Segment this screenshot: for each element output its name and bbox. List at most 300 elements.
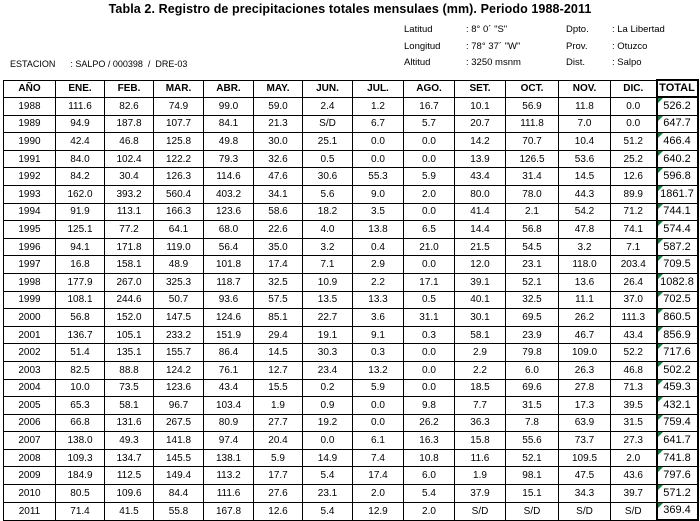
value-cell bbox=[611, 397, 657, 415]
cell-text: 7.0 bbox=[577, 118, 592, 130]
value-cell bbox=[105, 326, 154, 344]
cell-text: 571.2 bbox=[663, 486, 691, 499]
table-row bbox=[4, 502, 698, 520]
value-cell bbox=[105, 502, 154, 520]
cell-text: 39.7 bbox=[623, 487, 643, 499]
cell-text: 109.5 bbox=[571, 452, 598, 464]
cell-text: 26.2 bbox=[574, 311, 595, 323]
header-cell: SET. bbox=[455, 80, 506, 97]
value-cell bbox=[506, 397, 559, 415]
cell-text: 34.3 bbox=[574, 487, 595, 499]
cell-text: 203.4 bbox=[620, 259, 646, 271]
value-cell bbox=[455, 361, 506, 379]
value-cell bbox=[506, 185, 559, 203]
cell-text: 14.5 bbox=[268, 347, 288, 359]
cell-text: 3.5 bbox=[371, 206, 385, 218]
value-cell bbox=[404, 97, 455, 115]
cell-text: 26.3 bbox=[574, 364, 595, 376]
value-cell bbox=[611, 414, 657, 432]
value-cell bbox=[353, 273, 404, 291]
cell-text: 2006 bbox=[18, 417, 41, 429]
value-cell bbox=[353, 115, 404, 133]
cell-text: 7.8 bbox=[525, 417, 539, 429]
year-cell bbox=[4, 133, 56, 151]
total-cell bbox=[657, 168, 698, 186]
value-cell bbox=[154, 361, 204, 379]
value-cell bbox=[611, 185, 657, 203]
cell-text: 1996 bbox=[18, 241, 41, 253]
value-cell bbox=[105, 397, 154, 415]
cell-text: 56.9 bbox=[522, 100, 542, 112]
cell-text: 30.3 bbox=[317, 347, 338, 359]
cell-text: 30.1 bbox=[470, 311, 490, 323]
year-cell bbox=[4, 273, 56, 291]
cell-text: 37.0 bbox=[623, 294, 643, 306]
cell-text: 126.3 bbox=[165, 171, 192, 183]
value-cell bbox=[455, 502, 506, 520]
cell-text: 138.1 bbox=[215, 452, 242, 464]
cell-text: 111.8 bbox=[520, 118, 544, 130]
cell-text: 5.4 bbox=[320, 470, 335, 482]
value-cell bbox=[303, 432, 353, 450]
value-cell bbox=[455, 185, 506, 203]
table-title: Tabla 2. Registro de precipitaciones totales mensulaes (mm). Periodo 1988-2011 bbox=[108, 2, 592, 16]
cell-text: 184.9 bbox=[67, 470, 93, 482]
value-cell bbox=[506, 326, 559, 344]
value-cell bbox=[254, 432, 303, 450]
value-cell bbox=[204, 309, 254, 327]
value-cell bbox=[611, 273, 657, 291]
cell-text: 2010 bbox=[18, 487, 41, 499]
total-cell bbox=[657, 273, 698, 291]
value-cell bbox=[204, 115, 254, 133]
header-cell: NOV. bbox=[559, 80, 611, 97]
cell-text: 40.1 bbox=[470, 294, 490, 306]
value-cell bbox=[56, 397, 105, 415]
cell-text: 0.0 bbox=[371, 153, 385, 165]
year-cell bbox=[4, 150, 56, 168]
value-cell bbox=[559, 432, 611, 450]
value-cell bbox=[404, 344, 455, 362]
value-cell bbox=[455, 309, 506, 327]
cell-text: 112.5 bbox=[116, 470, 142, 482]
value-cell bbox=[611, 133, 657, 151]
value-cell bbox=[204, 133, 254, 151]
value-cell bbox=[105, 273, 154, 291]
value-cell bbox=[611, 432, 657, 450]
table-row bbox=[4, 256, 698, 274]
cell-text: 74.9 bbox=[168, 100, 189, 112]
cell-text: 12.7 bbox=[268, 364, 288, 376]
value-cell bbox=[56, 291, 105, 309]
value-cell bbox=[353, 432, 404, 450]
cell-text: 717.6 bbox=[663, 346, 691, 359]
cell-text: 135.1 bbox=[116, 347, 142, 359]
value-cell bbox=[154, 133, 204, 151]
total-cell bbox=[657, 361, 698, 379]
value-cell bbox=[559, 238, 611, 256]
total-cell bbox=[657, 502, 698, 520]
value-cell bbox=[254, 185, 303, 203]
cell-text: 709.5 bbox=[663, 258, 691, 271]
year-cell bbox=[4, 238, 56, 256]
cell-text: 860.5 bbox=[663, 310, 691, 323]
cell-text: 2.1 bbox=[525, 206, 539, 218]
cell-text: 158.1 bbox=[116, 259, 142, 271]
cell-text: 131.6 bbox=[116, 417, 142, 429]
cell-text: 797.6 bbox=[663, 469, 691, 482]
cell-text: 25.1 bbox=[317, 135, 338, 147]
cell-text: 166.3 bbox=[165, 206, 192, 218]
value-cell bbox=[506, 133, 559, 151]
cell-text: 27.7 bbox=[268, 417, 288, 429]
cell-text: 369.4 bbox=[663, 504, 691, 517]
value-cell bbox=[353, 449, 404, 467]
cell-text: 80.0 bbox=[470, 188, 490, 200]
cell-text: 17.7 bbox=[268, 470, 288, 482]
cell-text: S/D bbox=[319, 118, 336, 130]
cell-text: 27.3 bbox=[623, 435, 643, 447]
cell-text: 502.2 bbox=[663, 363, 691, 376]
header-cell: OCT. bbox=[506, 80, 559, 97]
value-cell bbox=[56, 502, 105, 520]
total-marker-icon bbox=[658, 221, 663, 226]
table-row bbox=[4, 150, 698, 168]
cell-text: 73.7 bbox=[574, 435, 595, 447]
cell-text: 71.4 bbox=[70, 505, 90, 517]
year-cell bbox=[4, 361, 56, 379]
total-cell bbox=[657, 238, 698, 256]
value-cell bbox=[154, 221, 204, 239]
value-cell bbox=[303, 326, 353, 344]
value-cell bbox=[56, 256, 105, 274]
value-cell bbox=[154, 115, 204, 133]
cell-text: 14.9 bbox=[317, 452, 338, 464]
cell-text: 111.6 bbox=[68, 100, 92, 112]
cell-text: 13.9 bbox=[470, 153, 490, 165]
cell-text: 31.5 bbox=[522, 399, 542, 411]
cell-text: 73.5 bbox=[119, 382, 139, 394]
cell-text: 596.8 bbox=[663, 170, 691, 183]
cell-text: 13.5 bbox=[317, 294, 338, 306]
cell-text: 1861.7 bbox=[660, 187, 694, 200]
value-cell bbox=[506, 432, 559, 450]
total-marker-icon bbox=[658, 362, 663, 367]
cell-text: 3.2 bbox=[577, 241, 592, 253]
table-row bbox=[4, 309, 698, 327]
cell-text: 35.0 bbox=[268, 241, 288, 253]
value-cell bbox=[506, 291, 559, 309]
cell-text: 2.9 bbox=[371, 259, 385, 271]
cell-text: 18.5 bbox=[470, 382, 490, 394]
cell-text: 21.3 bbox=[268, 118, 288, 130]
cell-text: 79.8 bbox=[522, 347, 542, 359]
cell-text: 15.5 bbox=[268, 382, 288, 394]
cell-text: 105.1 bbox=[116, 329, 142, 341]
cell-text: 14.2 bbox=[470, 135, 490, 147]
cell-text: 325.3 bbox=[165, 276, 192, 288]
value-cell bbox=[404, 133, 455, 151]
value-cell bbox=[56, 485, 105, 503]
value-cell bbox=[506, 309, 559, 327]
value-cell bbox=[353, 502, 404, 520]
value-cell bbox=[404, 326, 455, 344]
value-cell bbox=[154, 203, 204, 221]
cell-text: 10.8 bbox=[419, 452, 439, 464]
value-cell bbox=[506, 414, 559, 432]
value-cell bbox=[254, 291, 303, 309]
value-cell bbox=[254, 414, 303, 432]
cell-text: 759.4 bbox=[663, 416, 691, 429]
value-cell bbox=[204, 432, 254, 450]
value-cell bbox=[254, 115, 303, 133]
cell-text: 30.4 bbox=[119, 171, 139, 183]
value-cell bbox=[204, 485, 254, 503]
table-row bbox=[4, 203, 698, 221]
cell-text: 111.6 bbox=[216, 487, 241, 499]
value-cell bbox=[254, 221, 303, 239]
total-marker-icon bbox=[658, 485, 663, 490]
value-cell bbox=[611, 150, 657, 168]
header-cell: AÑO bbox=[4, 80, 56, 97]
cell-text: 69.6 bbox=[522, 382, 542, 394]
cell-text: 1994 bbox=[18, 206, 41, 218]
cell-text: 84.1 bbox=[218, 118, 239, 130]
cell-text: 12.9 bbox=[368, 505, 388, 517]
value-cell bbox=[506, 168, 559, 186]
cell-text: 86.4 bbox=[218, 347, 239, 359]
value-cell bbox=[56, 133, 105, 151]
cell-text: 9.0 bbox=[371, 188, 385, 200]
cell-text: 43.4 bbox=[470, 171, 490, 183]
cell-text: 5.6 bbox=[320, 188, 335, 200]
value-cell bbox=[254, 238, 303, 256]
total-cell bbox=[657, 485, 698, 503]
value-cell bbox=[56, 115, 105, 133]
total-cell bbox=[657, 133, 698, 151]
value-cell bbox=[56, 168, 105, 186]
cell-text: 43.4 bbox=[218, 382, 239, 394]
cell-text: 82.5 bbox=[70, 364, 90, 376]
cell-text: 69.5 bbox=[522, 311, 542, 323]
value-cell bbox=[303, 361, 353, 379]
header-total: TOTAL bbox=[657, 80, 698, 97]
table-row bbox=[4, 273, 698, 291]
value-cell bbox=[611, 168, 657, 186]
cell-text: 26.2 bbox=[419, 417, 439, 429]
year-cell bbox=[4, 485, 56, 503]
cell-text: 71.3 bbox=[623, 382, 643, 394]
value-cell bbox=[303, 309, 353, 327]
cell-text: 13.3 bbox=[368, 294, 388, 306]
cell-text: 124.6 bbox=[215, 311, 242, 323]
value-cell bbox=[303, 273, 353, 291]
cell-text: 48.9 bbox=[168, 259, 189, 271]
provincia-label: Prov. bbox=[566, 41, 588, 52]
cell-text: 56.8 bbox=[70, 311, 90, 323]
total-marker-icon bbox=[658, 415, 663, 420]
total-marker-icon bbox=[658, 151, 663, 156]
value-cell bbox=[105, 414, 154, 432]
total-cell bbox=[657, 221, 698, 239]
year-cell bbox=[4, 168, 56, 186]
cell-text: 89.9 bbox=[623, 188, 643, 200]
cell-text: 17.1 bbox=[419, 276, 439, 288]
value-cell bbox=[559, 185, 611, 203]
cell-text: 23.4 bbox=[317, 364, 338, 376]
total-marker-icon bbox=[658, 98, 663, 103]
latitud-label: Latitud bbox=[404, 24, 433, 35]
cell-text: 118.0 bbox=[572, 259, 597, 271]
value-cell bbox=[56, 203, 105, 221]
value-cell bbox=[404, 115, 455, 133]
value-cell bbox=[559, 379, 611, 397]
value-cell bbox=[254, 150, 303, 168]
value-cell bbox=[506, 203, 559, 221]
value-cell bbox=[455, 326, 506, 344]
cell-text: 84.4 bbox=[168, 487, 189, 499]
total-marker-icon bbox=[658, 116, 663, 121]
value-cell bbox=[455, 432, 506, 450]
cell-text: 2009 bbox=[18, 470, 41, 482]
value-cell bbox=[404, 256, 455, 274]
cell-text: 393.2 bbox=[116, 188, 142, 200]
cell-text: 2004 bbox=[18, 382, 41, 394]
total-cell bbox=[657, 185, 698, 203]
cell-text: 123.6 bbox=[215, 206, 242, 218]
cell-text: 23.9 bbox=[522, 329, 542, 341]
value-cell bbox=[303, 133, 353, 151]
cell-text: 78.0 bbox=[522, 188, 542, 200]
value-cell bbox=[303, 449, 353, 467]
value-cell bbox=[303, 97, 353, 115]
table-row bbox=[4, 449, 698, 467]
value-cell bbox=[56, 238, 105, 256]
table-row bbox=[4, 97, 698, 115]
cell-text: 134.7 bbox=[116, 452, 142, 464]
cell-text: 9.8 bbox=[422, 399, 436, 411]
value-cell bbox=[611, 115, 657, 133]
cell-text: 43.4 bbox=[623, 329, 643, 341]
value-cell bbox=[56, 344, 105, 362]
cell-text: 7.1 bbox=[626, 241, 641, 253]
cell-text: 560.4 bbox=[165, 188, 192, 200]
value-cell bbox=[559, 203, 611, 221]
value-cell bbox=[353, 291, 404, 309]
value-cell bbox=[506, 221, 559, 239]
value-cell bbox=[154, 414, 204, 432]
cell-text: 98.1 bbox=[522, 470, 542, 482]
cell-text: 52.2 bbox=[623, 347, 643, 359]
cell-text: 94.1 bbox=[70, 241, 90, 253]
cell-text: 54.2 bbox=[574, 206, 595, 218]
cell-text: 3.2 bbox=[320, 241, 335, 253]
value-cell bbox=[455, 485, 506, 503]
cell-text: 2.2 bbox=[371, 276, 385, 288]
value-cell bbox=[506, 485, 559, 503]
value-cell bbox=[105, 485, 154, 503]
value-cell bbox=[303, 291, 353, 309]
cell-text: 17.3 bbox=[574, 399, 595, 411]
table-row bbox=[4, 221, 698, 239]
cell-text: 46.8 bbox=[623, 364, 643, 376]
value-cell bbox=[56, 326, 105, 344]
value-cell bbox=[204, 185, 254, 203]
cell-text: 19.2 bbox=[317, 417, 338, 429]
cell-text: 6.1 bbox=[371, 435, 385, 447]
value-cell bbox=[559, 168, 611, 186]
value-cell bbox=[506, 256, 559, 274]
value-cell bbox=[303, 485, 353, 503]
value-cell bbox=[611, 238, 657, 256]
total-marker-icon bbox=[658, 204, 663, 209]
cell-text: 2.9 bbox=[473, 347, 487, 359]
value-cell bbox=[404, 238, 455, 256]
value-cell bbox=[204, 238, 254, 256]
cell-text: 2.0 bbox=[422, 505, 436, 517]
value-cell bbox=[204, 414, 254, 432]
value-cell bbox=[105, 432, 154, 450]
total-cell bbox=[657, 397, 698, 415]
cell-text: 167.8 bbox=[215, 505, 242, 517]
value-cell bbox=[559, 273, 611, 291]
cell-text: 23.1 bbox=[317, 487, 338, 499]
cell-text: 15.8 bbox=[470, 435, 490, 447]
value-cell bbox=[353, 414, 404, 432]
value-cell bbox=[455, 449, 506, 467]
value-cell bbox=[105, 238, 154, 256]
value-cell bbox=[455, 203, 506, 221]
cell-text: 141.8 bbox=[165, 435, 192, 447]
value-cell bbox=[204, 344, 254, 362]
value-cell bbox=[455, 256, 506, 274]
table-row bbox=[4, 361, 698, 379]
cell-text: 79.3 bbox=[218, 153, 239, 165]
value-cell bbox=[56, 432, 105, 450]
distrito-label: Dist. bbox=[566, 57, 585, 68]
cell-text: 47.5 bbox=[574, 470, 595, 482]
cell-text: 1995 bbox=[18, 223, 41, 235]
cell-text: 1993 bbox=[18, 188, 41, 200]
cell-text: 109.6 bbox=[116, 487, 142, 499]
total-marker-icon bbox=[658, 292, 663, 297]
cell-text: 2.0 bbox=[422, 188, 436, 200]
cell-text: 0.0 bbox=[422, 259, 436, 271]
cell-text: 65.3 bbox=[70, 399, 90, 411]
cell-text: 640.2 bbox=[663, 152, 691, 165]
value-cell bbox=[353, 97, 404, 115]
cell-text: 0.0 bbox=[422, 135, 436, 147]
cell-text: 52.1 bbox=[522, 276, 542, 288]
header-cell: AGO. bbox=[404, 80, 455, 97]
value-cell bbox=[204, 256, 254, 274]
cell-text: 125.1 bbox=[67, 223, 93, 235]
header-cell: JUL. bbox=[353, 80, 404, 97]
total-cell bbox=[657, 379, 698, 397]
total-marker-icon bbox=[658, 380, 663, 385]
value-cell bbox=[506, 115, 559, 133]
cell-text: 68.0 bbox=[218, 223, 239, 235]
cell-text: 108.1 bbox=[67, 294, 93, 306]
cell-text: 77.2 bbox=[119, 223, 139, 235]
value-cell bbox=[254, 449, 303, 467]
value-cell bbox=[254, 203, 303, 221]
cell-text: 88.8 bbox=[119, 364, 139, 376]
value-cell bbox=[404, 361, 455, 379]
value-cell bbox=[204, 291, 254, 309]
cell-text: 171.8 bbox=[116, 241, 142, 253]
cell-text: 123.6 bbox=[165, 382, 192, 394]
